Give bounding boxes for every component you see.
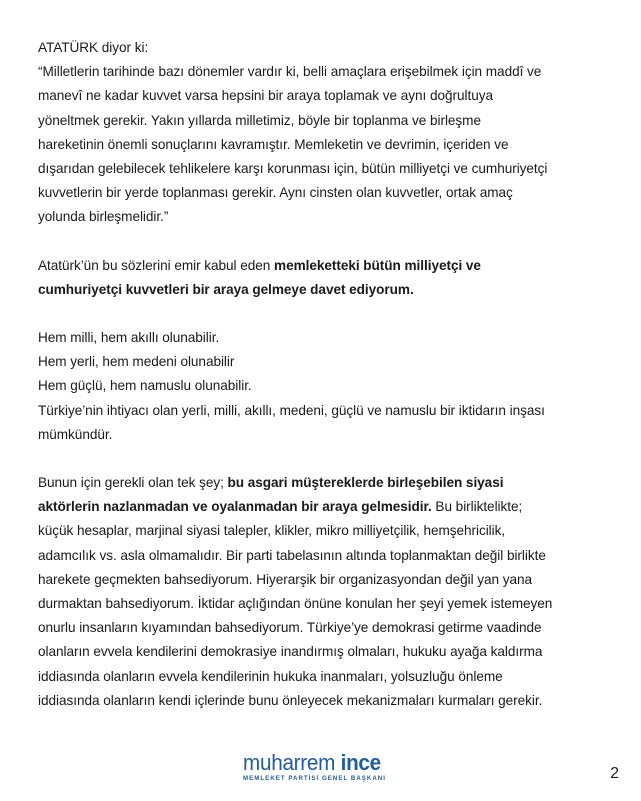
closing-line: [38, 495, 610, 519]
closing-text: Bu birliktelikte;: [431, 499, 523, 515]
logo-name: [243, 752, 390, 774]
logo-first-name: muharrem: [243, 750, 336, 775]
closing-line: küçük hesaplar, marjinal siyasi talepler, klikler, mikro milliyetçilik, hemşehricilik,: [38, 523, 506, 539]
closing-line: iddiasında olanların evvela kendilerinin hukuka inanmaları, yolsuzluğu önleme: [38, 668, 503, 684]
closing-text: Bunun için gerekli olan tek şey;: [38, 475, 228, 491]
quote-line: hareketinin önemli sonuçlarını kavramıştır. Memleketin ve devrimin, içeriden ve: [38, 136, 509, 152]
closing-emphasis: aktörlerin nazlanmadan ve oyalanmadan bir araya gelmesidir.: [38, 499, 432, 515]
closing-line: iddiasında olanların kendi içlerinde bunu önleyecek mekanizmaları kurmaları gerekir.: [38, 692, 543, 708]
paragraph-gap: [38, 447, 610, 471]
paragraph-gap: [38, 302, 610, 326]
quote-line: dışarıdan gelebilecek tehlikelere karşı korunması için, bütün milliyetçi ve cumhuriyetçi: [38, 161, 548, 177]
closing-line: olanların evvela kendilerini demokrasiye inandırmış olmaları, hukuku ayağa kaldırma: [38, 644, 543, 660]
quote-line: manevî ne kadar kuvvet varsa hepsini bir araya toplamak ve aynı doğrultuya: [38, 88, 493, 104]
closing-line: [38, 471, 610, 495]
page-number: 2: [610, 765, 619, 782]
call-text: Atatürk’ün bu sözlerini emir kabul eden: [38, 257, 275, 273]
logo-last-name: ince: [340, 750, 381, 775]
closing-paragraph: [38, 471, 610, 713]
call-line: [38, 254, 610, 278]
closing-line: adamcılık vs. asla olmamalıdır. Bir parti tabelasının altında toplanmaktan değil birlikte: [38, 547, 546, 563]
list-line: Türkiye’nin ihtiyacı olan yerli, milli, akıllı, medeni, güçlü ve namuslu bir iktidarın inşası: [38, 402, 545, 418]
list-line: Hem milli, hem akıllı olunabilir.: [38, 330, 220, 346]
logo-subtitle: MEMLEKET PARTİSİ GENEL BAŞKANI: [243, 775, 386, 782]
quote-line: kuvvetlerin bir yerde toplanması gerekir. Aynı cinsten olan kuvvetler, ortak amaç: [38, 185, 513, 201]
ataturk-quote: [38, 60, 610, 229]
quote-line: “Milletlerin tarihinde bazı dönemler vardır ki, belli amaçlara erişebilmek için maddî ve: [38, 64, 542, 80]
closing-line: onurlu insanların kıyamından bahsediyorum. Türkiye’ye demokrasi getirme vaadinde: [38, 620, 542, 636]
closing-line: harekete geçmekten bahsediyorum. Hiyerarşik bir organizasyondan değil yan yana: [38, 571, 533, 587]
closing-emphasis: bu asgari müştereklerde birleşebilen siyasi: [227, 475, 504, 491]
list-line: Hem yerli, hem medeni olunabilir: [38, 354, 235, 370]
values-list: [38, 326, 610, 447]
signature-logo: [243, 752, 403, 788]
document-body: [38, 36, 610, 713]
paragraph-gap: [38, 230, 610, 254]
quote-line: yolunda birleşmelidir.”: [38, 209, 169, 225]
intro-label: ATATÜRK diyor ki:: [38, 40, 149, 55]
quote-line: yöneltmek gerekir. Yakın yıllarda milletimiz, böyle bir toplanma ve birleşme: [38, 112, 481, 128]
call-line: [38, 278, 610, 302]
closing-line: durmaktan bahsediyorum. İktidar açlığından önüne konulan her şeyi yemek istemeyen: [38, 596, 553, 612]
call-emphasis: memleketteki bütün milliyetçi ve: [274, 257, 481, 273]
call-paragraph: [38, 254, 610, 302]
call-emphasis: cumhuriyetçi kuvvetleri bir araya gelmeye davet ediyorum.: [38, 281, 414, 297]
list-line: mümkündür.: [38, 426, 113, 442]
list-line: Hem güçlü, hem namuslu olunabilir.: [38, 378, 252, 394]
